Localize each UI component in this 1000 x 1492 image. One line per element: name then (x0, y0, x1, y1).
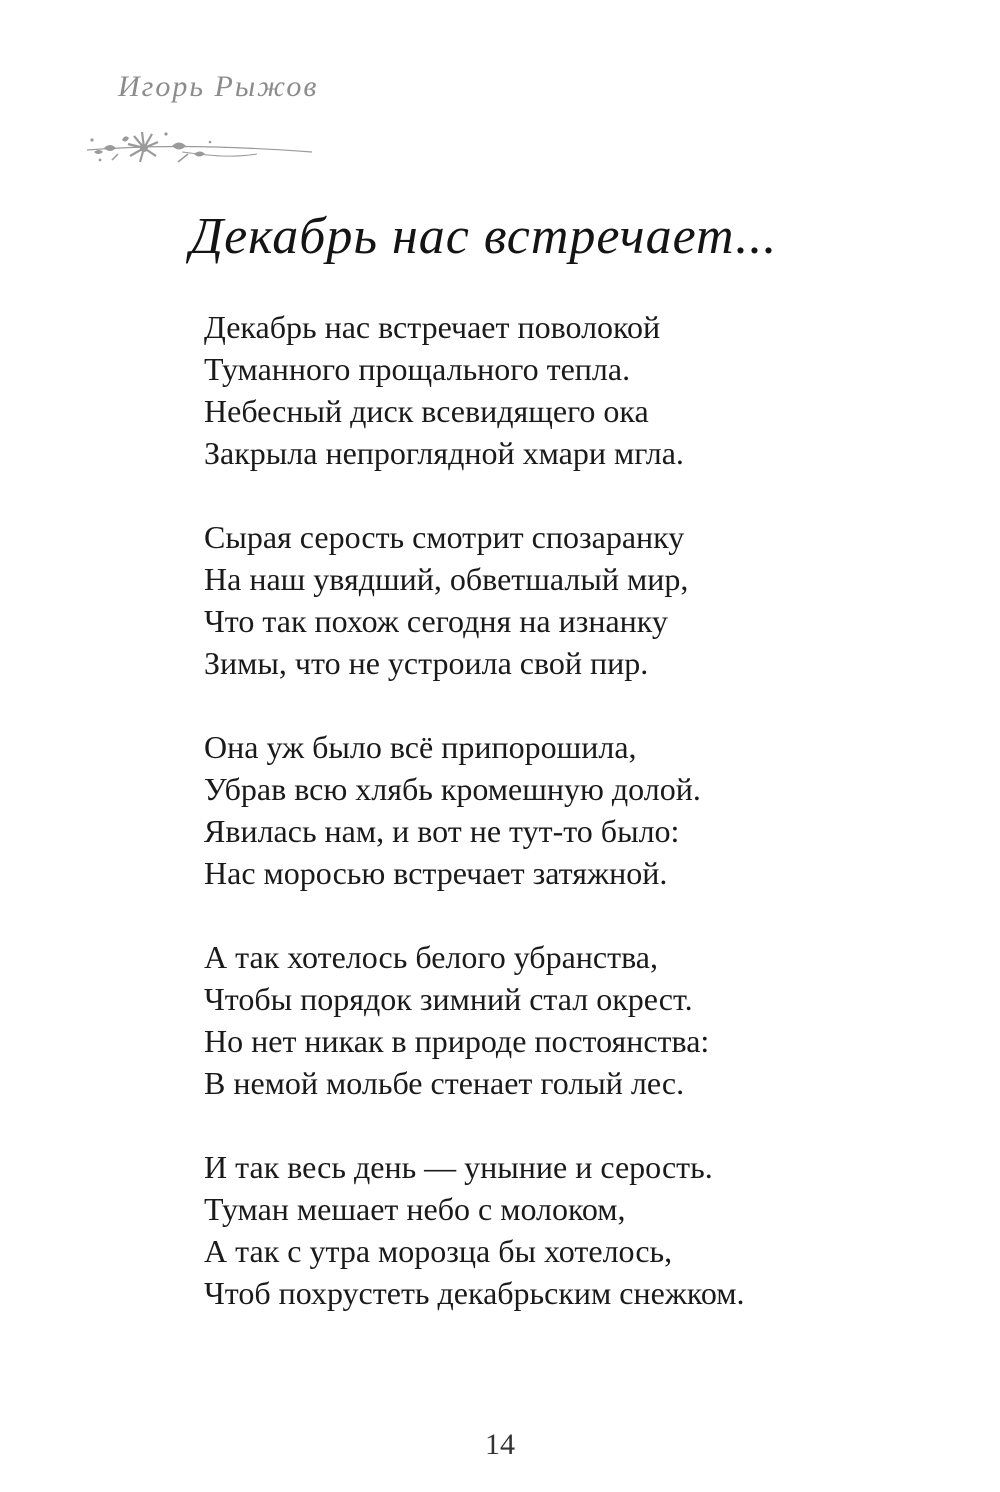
poem-line: Зимы, что не устроила свой пир. (204, 645, 649, 681)
poem-line: Но нет никак в природе постоянства: (204, 1023, 710, 1059)
poem-line: А так хотелось белого убранства, (204, 939, 658, 975)
floral-ornament-icon (82, 118, 322, 178)
poem-line: Чтобы порядок зимний стал окрест. (204, 981, 693, 1017)
running-header-author: Игорь Рыжов (118, 70, 319, 103)
poem-line: А так с утра морозца бы хотелось, (204, 1233, 673, 1269)
poem-line: И так весь день — уныние и серость. (204, 1149, 713, 1185)
poem-line: В немой мольбе стенает голый лес. (204, 1065, 685, 1101)
stanza (204, 936, 924, 1104)
poem-line: Небесный диск всевидящего ока (204, 393, 649, 429)
poem-title: Декабрь нас встречает... (190, 208, 778, 265)
poem-line: Нас моросью встречает затяжной. (204, 855, 668, 891)
poem-line: На наш увядший, обветшалый мир, (204, 561, 689, 597)
poem-line: Чтоб похрустеть декабрьским снежком. (204, 1275, 745, 1311)
stanza (204, 516, 924, 684)
poem-line: Закрыла непроглядной хмари мгла. (204, 435, 684, 471)
poem-body (204, 306, 924, 1356)
stanza (204, 726, 924, 894)
poem-line: Сырая серость смотрит спозаранку (204, 519, 685, 555)
poem-line: Декабрь нас встречает поволокой (204, 309, 661, 345)
poem-line: Она уж было всё припорошила, (204, 729, 637, 765)
page-number: 14 (485, 1428, 515, 1461)
poem-line: Убрав всю хлябь кромешную долой. (204, 771, 701, 807)
poem-line: Что так похож сегодня на изнанку (204, 603, 668, 639)
poem-line: Явилась нам, и вот не тут-то было: (204, 813, 680, 849)
stanza (204, 306, 924, 474)
stanza (204, 1146, 924, 1314)
poem-line: Туманного прощального тепла. (204, 351, 631, 387)
poem-line: Туман мешает небо с молоком, (204, 1191, 626, 1227)
